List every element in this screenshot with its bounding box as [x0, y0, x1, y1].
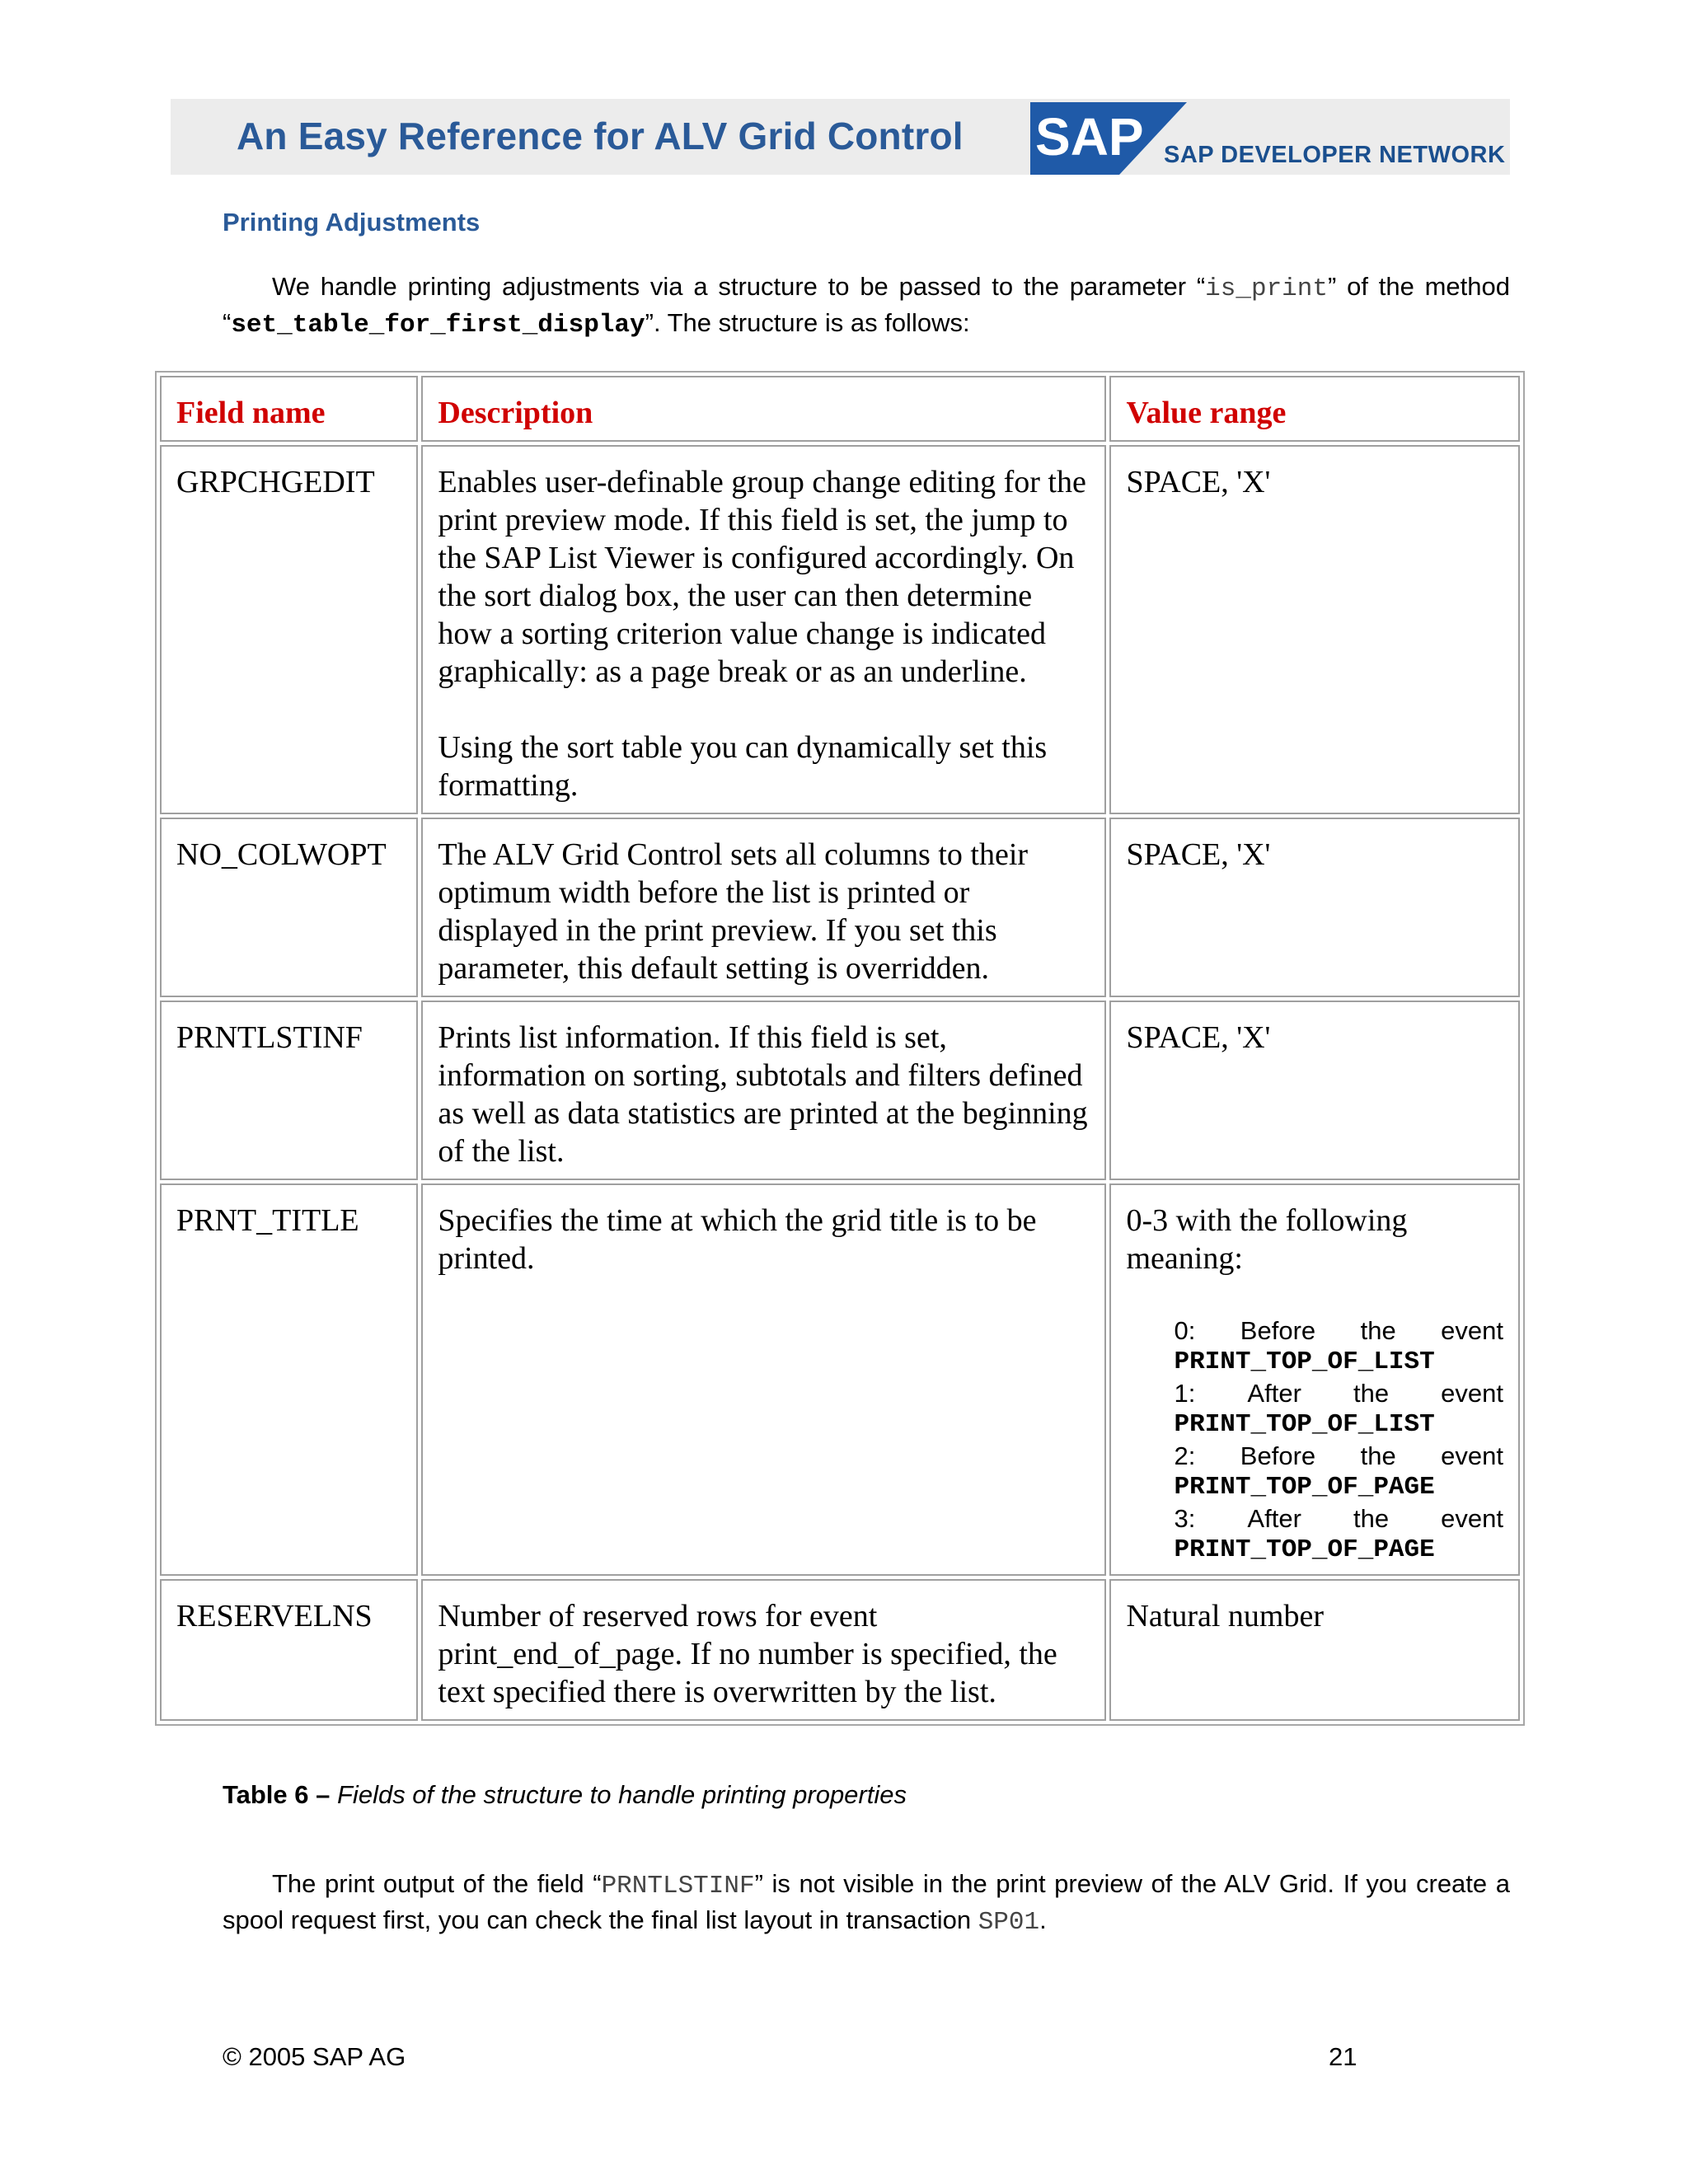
section-heading: Printing Adjustments: [223, 208, 481, 237]
value-cell: SPACE, 'X': [1109, 1001, 1520, 1180]
header-description: Description: [421, 376, 1106, 442]
meaning-item: 1: After the event: [1174, 1379, 1503, 1408]
table-row: [160, 818, 1520, 997]
value-cell: Natural number: [1109, 1579, 1520, 1721]
field-cell: RESERVELNS: [160, 1579, 418, 1721]
description-cell: Enables user-definable group change editing for the print preview mode. If this field is set, the jump to the SAP List Viewer is configured accordingly. On the sort dialog box, the user can then determine how a sorting criterion value change is indicated graphically: as a page break or as an underline. Using the sort table you can dynamically set this formatting.: [421, 445, 1106, 814]
field-cell: PRNT_TITLE: [160, 1183, 418, 1576]
field-reference: PRNTLSTINF: [601, 1872, 755, 1900]
table-row: [160, 1579, 1520, 1721]
event-code: PRINT_TOP_OF_PAGE: [1174, 1473, 1435, 1502]
event-code: PRINT_TOP_OF_LIST: [1174, 1410, 1435, 1439]
table-header-row: [160, 376, 1520, 442]
caption-text: Fields of the structure to handle printing properties: [337, 1780, 907, 1809]
footer-copyright: © 2005 SAP AG: [223, 2042, 406, 2071]
meaning-list: [1174, 1315, 1503, 1566]
description-cell: Specifies the time at which the grid title is to be printed.: [421, 1183, 1106, 1576]
field-cell: PRNTLSTINF: [160, 1001, 418, 1180]
header-field-name: Field name: [160, 376, 418, 442]
header-banner: [171, 99, 1510, 175]
table-row: [160, 445, 1520, 814]
description-cell: Number of reserved rows for event print_end_of_page. If no number is specified, the text specified there is overwritten by the list.: [421, 1579, 1106, 1721]
meaning-item: 0: Before the event: [1174, 1316, 1503, 1345]
header-value-range: Value range: [1109, 376, 1520, 442]
param-name: is_print: [1205, 274, 1328, 303]
document-title: An Easy Reference for ALV Grid Control: [237, 115, 964, 157]
field-cell: GRPCHGEDIT: [160, 445, 418, 814]
value-cell: SPACE, 'X': [1109, 445, 1520, 814]
fields-table: [155, 371, 1525, 1726]
table-row: [160, 1183, 1520, 1576]
event-code: PRINT_TOP_OF_PAGE: [1174, 1535, 1435, 1564]
value-cell: SPACE, 'X': [1109, 818, 1520, 997]
outro-paragraph: The print output of the field “PRNTLSTINF” is not visible in the print preview of the ALV Grid. If you create a spool request first, you can check the final list layout in transaction SP01.: [223, 1869, 1510, 1937]
method-name: set_table_for_first_display: [231, 311, 645, 340]
transaction-code: SP01: [978, 1908, 1040, 1937]
meaning-item: 2: Before the event: [1174, 1441, 1503, 1470]
value-cell: 0-3 with the following meaning: 0: Before the event PRINT_TOP_OF_LIST 1: After the event PRINT_TOP_OF_LIST 2: Before the event PRINT_TOP_OF_PAGE 3: After the event PRINT_TOP_OF_PAGE: [1109, 1183, 1520, 1576]
event-code: PRINT_TOP_OF_LIST: [1174, 1347, 1435, 1376]
table-caption: [223, 1780, 907, 1810]
footer-page-number: 21: [1329, 2042, 1357, 2071]
intro-paragraph: We handle printing adjustments via a structure to be passed to the parameter “is_print” of the method “set_table_for_first_display”. The structure is as follows:: [223, 272, 1510, 340]
sap-logo-text: SAP: [1035, 107, 1144, 166]
developer-network-label: SAP DEVELOPER NETWORK: [1164, 142, 1506, 168]
description-cell: The ALV Grid Control sets all columns to their optimum width before the list is printed or displayed in the print preview. If you set this parameter, this default setting is overridden.: [421, 818, 1106, 997]
field-cell: NO_COLWOPT: [160, 818, 418, 997]
caption-label: Table 6 –: [223, 1780, 331, 1809]
description-cell: Prints list information. If this field is set, information on sorting, subtotals and filters defined as well as data statistics are printed at the beginning of the list.: [421, 1001, 1106, 1180]
table-row: [160, 1001, 1520, 1180]
meaning-item: 3: After the event: [1174, 1504, 1503, 1533]
